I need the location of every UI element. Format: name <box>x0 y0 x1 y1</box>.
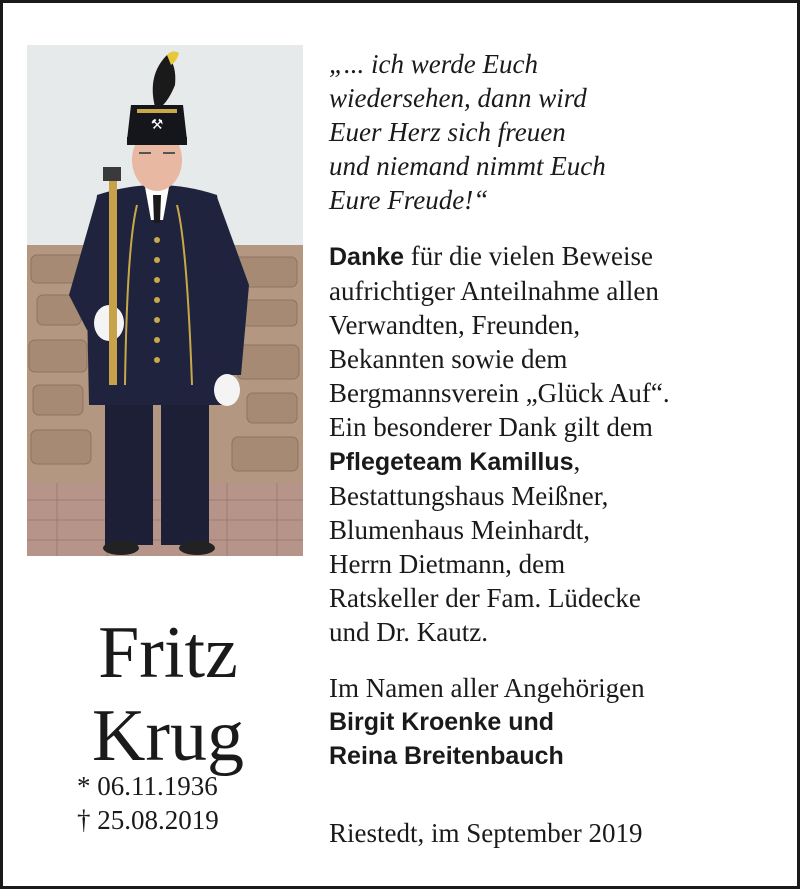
thanks-line <box>329 239 789 274</box>
life-dates <box>77 769 219 837</box>
thanks-line: Ratskeller der Fam. Lüdecke <box>329 583 641 613</box>
thanks-line: Verwandten, Freunden, <box>329 310 581 340</box>
deceased-first-name: Fritz <box>98 612 238 694</box>
thanks-line <box>329 444 789 479</box>
quote-line: und niemand nimmt Euch <box>329 151 606 181</box>
thanks-line-rest: für die vielen Beweise <box>404 241 653 271</box>
thanks-line: Bestattungshaus Meißner, <box>329 481 609 511</box>
svg-text:⚒: ⚒ <box>150 117 164 133</box>
quote-line: Euer Herz sich freuen <box>329 117 566 147</box>
miner-portrait-image <box>27 45 303 556</box>
signoff <box>329 671 789 773</box>
thanks-line: Bergmannsverein „Glück Auf“. <box>329 378 670 408</box>
birth-date: * 06.11.1936 <box>77 771 218 801</box>
thanks-line: aufrichtiger Anteilnahme allen <box>329 276 659 306</box>
thanks-line: und Dr. Kautz. <box>329 617 488 647</box>
thanks-line: Bekannten sowie dem <box>329 344 568 374</box>
portrait-photo <box>27 45 303 556</box>
death-date: † 25.08.2019 <box>77 805 219 835</box>
thanks-line: Ein besonderer Dank gilt dem <box>329 412 653 442</box>
thanks-line: Herrn Dietmann, dem <box>329 549 566 579</box>
deceased-last-name: Krug <box>91 695 245 777</box>
thanks-text <box>329 239 789 649</box>
quote-line: wiedersehen, dann wird <box>329 83 587 113</box>
quote-line: Eure Freude!“ <box>329 185 489 215</box>
text-column <box>329 47 789 773</box>
signoff-name: Birgit Kroenke und <box>329 708 555 736</box>
signoff-name: Reina Breitenbauch <box>329 742 564 770</box>
place-and-date: Riestedt, im September 2019 <box>329 818 643 848</box>
thanks-line: Blumenhaus Meinhardt, <box>329 515 590 545</box>
signoff-intro: Im Namen aller Angehörigen <box>329 673 645 703</box>
bible-quote <box>329 47 789 217</box>
quote-line: „... ich werde Euch <box>329 49 538 79</box>
danke-word: Danke <box>329 243 405 271</box>
thanks-line-rest: , <box>573 446 581 476</box>
pflegeteam-name: Pflegeteam Kamillus <box>329 448 574 476</box>
